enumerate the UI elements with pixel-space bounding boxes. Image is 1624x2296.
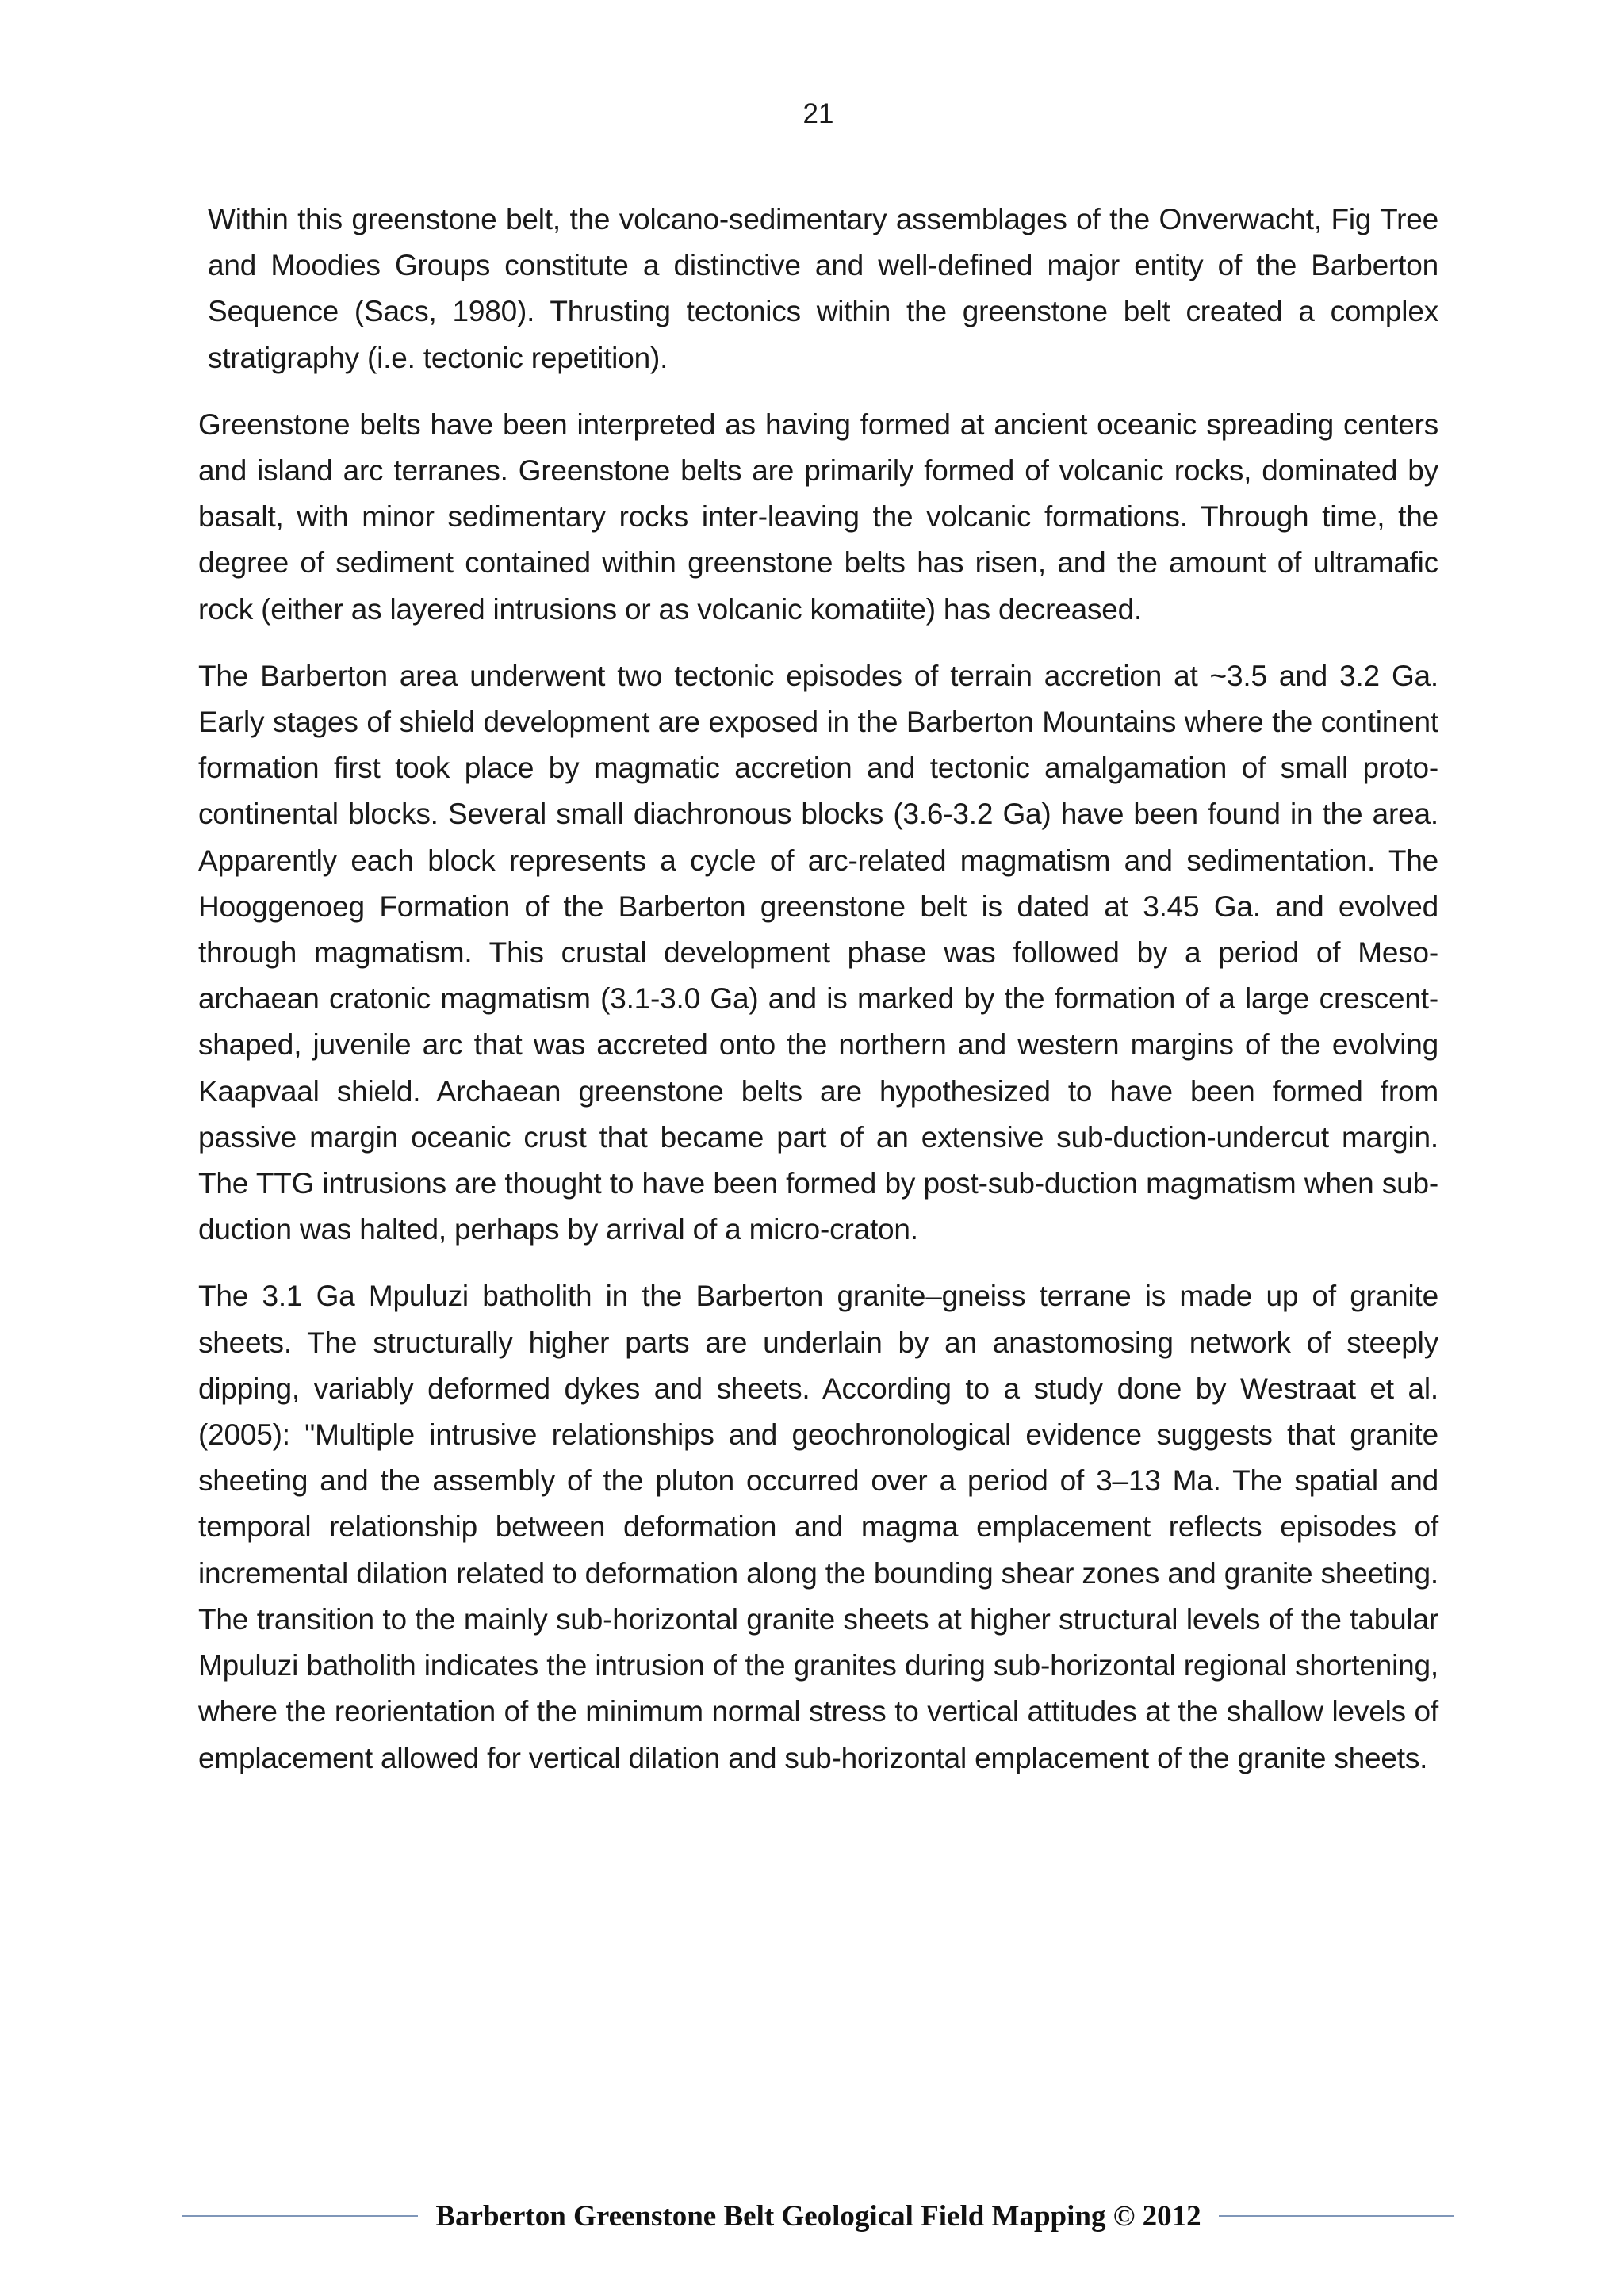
page-footer xyxy=(182,2196,1454,2236)
footer-rule-left xyxy=(182,2215,418,2217)
body-text xyxy=(198,197,1438,1802)
paragraph-greenstone-belts-origin: Greenstone belts have been interpreted as having formed at ancient oceanic spreading centers and island arc terranes. Greenstone belts are primarily formed of volcanic rocks, dominated by basalt, with minor sedimentary rocks inter-leaving the volcanic formations. Through time, the degree of sediment contained within greenstone belts has risen, and the amount of ultramafic rock (either as layered intrusions or as volcanic komatiite) has decreased. xyxy=(198,408,1438,626)
page-number: 21 xyxy=(802,98,834,129)
paragraph-onverwacht-groups: Within this greenstone belt, the volcano-sedimentary assemblages of the Onverwacht, Fig Tree and Moodies Groups constitute a distinctive and well-defined major entity of the Barberton Sequence (Sacs, 1980). Thrusting tectonics within the greenstone belt created a complex stratigraphy (i.e. tectonic repetition). xyxy=(208,203,1438,374)
footer-title: Barberton Greenstone Belt Geological Field Mapping © 2012 xyxy=(435,2199,1201,2233)
paragraph-tectonic-episodes: The Barberton area underwent two tectonic episodes of terrain accretion at ~3.5 and 3.2 Ga. Early stages of shield development are exposed in the Barberton Mountains where the continent formation first took place by magmatic accretion and tectonic amalgamation of small proto-continental blocks. Several small diachronous blocks (3.6-3.2 Ga) have been found in the area. Apparently each block represents a cycle of arc-related magmatism and sedimentation. The Hooggenoeg Formation of the Barberton greenstone belt is dated at 3.45 Ga. and evolved through magmatism. This crustal development phase was followed by a period of Meso-archaean cratonic magmatism (3.1-3.0 Ga) and is marked by the formation of a large crescent-shaped, juvenile arc that was accreted onto the northern and western margins of the evolving Kaapvaal shield. Archaean greenstone belts are hypothesized to have been formed from passive margin oceanic crust that became part of an extensive sub-duction-undercut margin. The TTG intrusions are thought to have been formed by post-sub-duction magmatism when sub-duction was halted, perhaps by arrival of a micro-craton. xyxy=(198,659,1438,1246)
footer-rule-right xyxy=(1219,2215,1454,2217)
paragraph-mpuluzi-batholith: The 3.1 Ga Mpuluzi batholith in the Barberton granite–gneiss terrane is made up of granite sheets. The structurally higher parts are underlain by an anastomosing network of steeply dipping, variably deformed dykes and sheets. According to a study done by Westraat et al. (2005): "Multiple intrusive relationships and geochronological evidence suggests that granite sheeting and the assembly of the pluton occurred over a period of 3–13 Ma. The spatial and temporal relationship between deformation and magma emplacement reflects episodes of incremental dilation related to deformation along the bounding shear zones and granite sheeting. The transition to the mainly sub-horizontal granite sheets at higher structural levels of the tabular Mpuluzi batholith indicates the intrusion of the granites during sub-horizontal regional shortening, where the reorientation of the minimum normal stress to vertical attitudes at the shallow levels of emplacement allowed for vertical dilation and sub-horizontal emplacement of the granite sheets. xyxy=(198,1280,1438,1774)
